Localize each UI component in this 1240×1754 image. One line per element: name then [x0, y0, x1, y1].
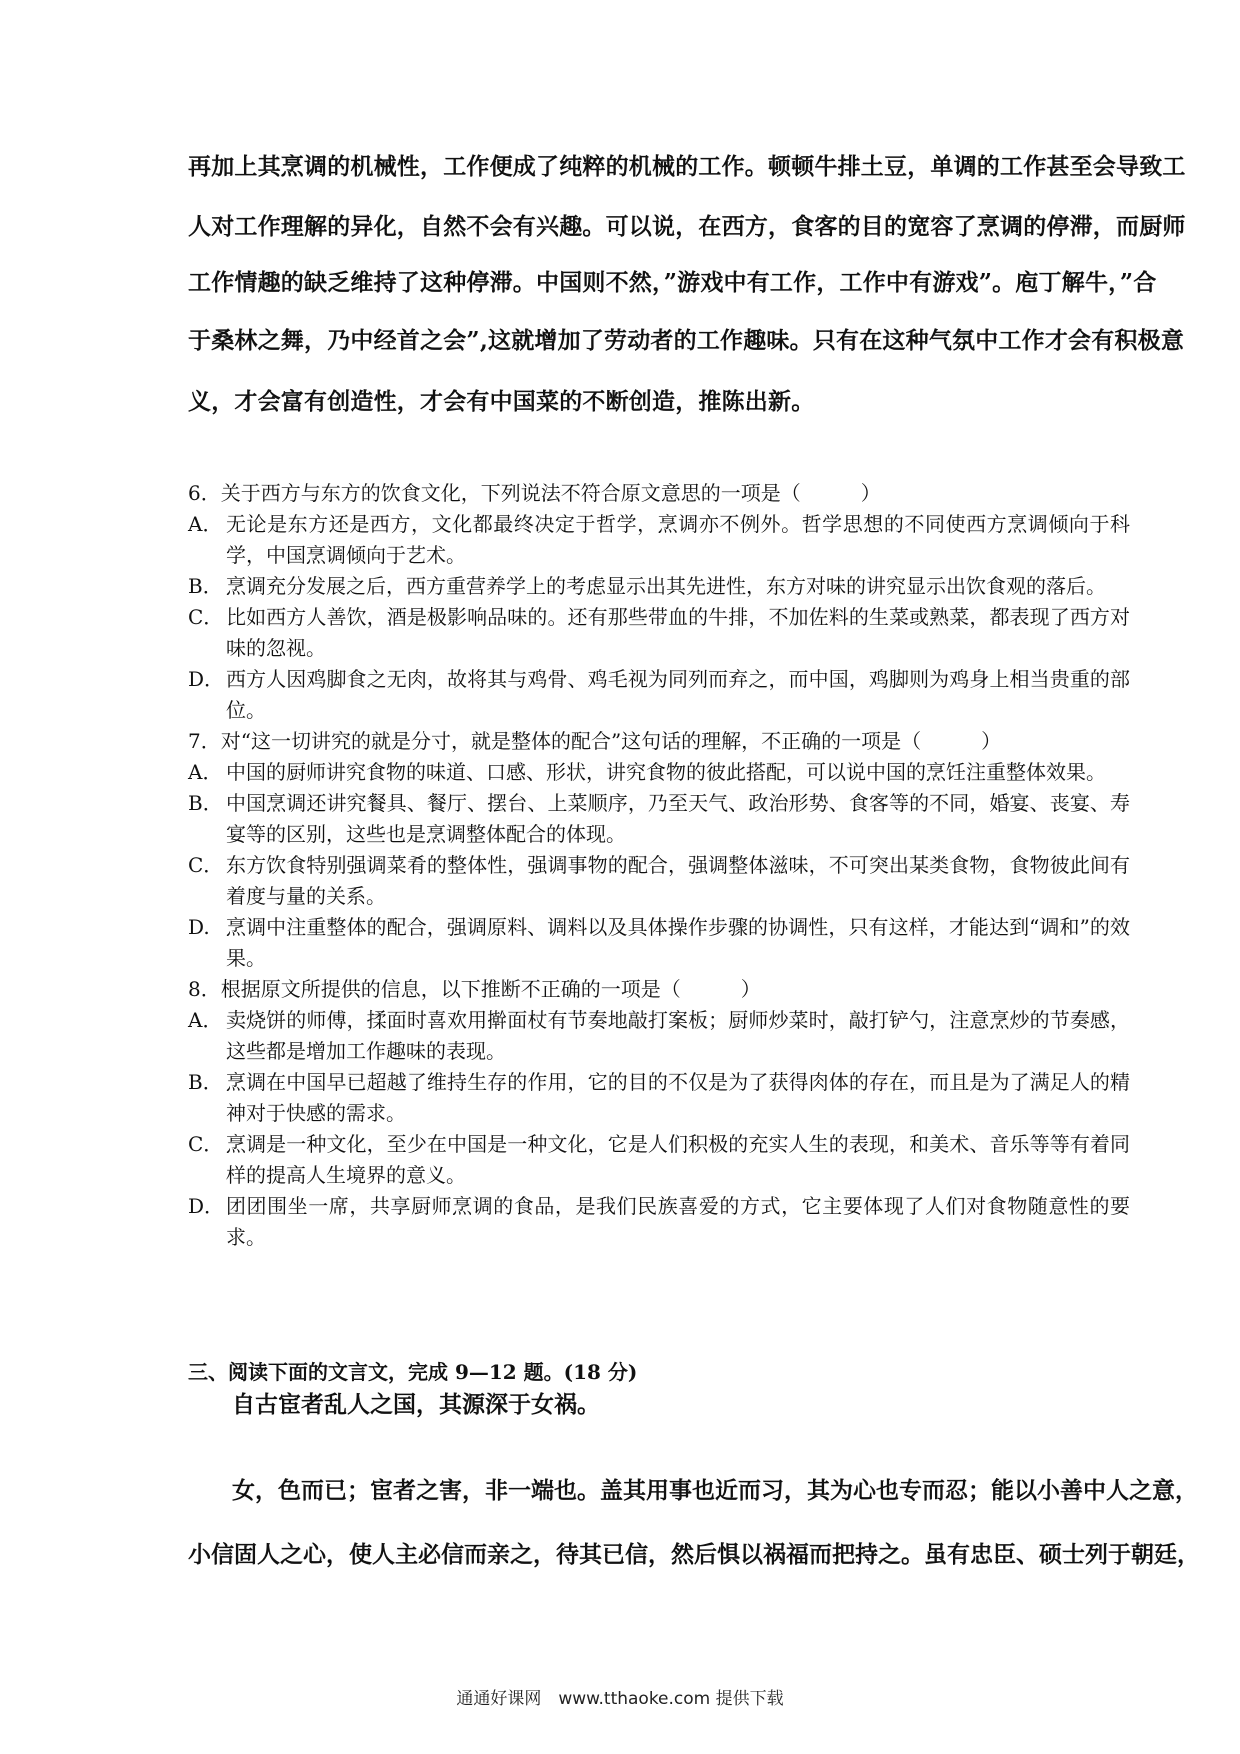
classical-line: 女，色而已；宦者之害，非一端也。盖其用事也近而习，其为心也专而忍；能以小善中人之意， — [232, 1477, 1198, 1504]
option-letter: C． — [188, 1132, 224, 1156]
option-c — [188, 1129, 1130, 1191]
question-stem: 6．关于西方与东方的饮食文化，下列说法不符合原文意思的一项是（ ） — [188, 481, 881, 505]
option-letter: A． — [188, 1008, 223, 1032]
option-letter: D. — [188, 915, 210, 939]
question-stem: 7．对“这一切讲究的就是分寸，就是整体的配合”这句话的理解，不正确的一项是（ ） — [188, 729, 1002, 753]
option-text: 无论是东方还是西方，文化都最终决定于哲学，烹调亦不例外。哲学思想的不同使西方烹调倾向于科学，中国烹调倾向于艺术。 — [226, 512, 1130, 567]
option-b — [188, 788, 1130, 850]
section-heading: 三、阅读下面的文言文，完成 9—12 题。(18 分) — [188, 1360, 638, 1384]
option-letter: B． — [188, 791, 223, 815]
option-text: 中国的厨师讲究食物的味道、口感、形状，讲究食物的彼此搭配，可以说中国的烹饪注重整体效果。 — [226, 760, 1106, 784]
option-a — [188, 757, 1130, 788]
option-text: 烹调是一种文化，至少在中国是一种文化，它是人们积极的充实人生的表现，和美术、音乐等等有着同样的提高人生境界的意义。 — [226, 1132, 1130, 1187]
question-8 — [188, 974, 1130, 1253]
option-letter: C． — [188, 853, 224, 877]
option-d — [188, 912, 1130, 974]
option-b — [188, 1067, 1130, 1129]
option-text: 烹调充分发展之后，西方重营养学上的考虑显示出其先进性，东方对味的讲究显示出饮食观的落后。 — [226, 574, 1106, 598]
option-text: 西方人因鸡脚食之无肉，故将其与鸡骨、鸡毛视为同列而弃之，而中国，鸡脚则为鸡身上相当贵重的部位。 — [226, 667, 1130, 722]
question-6 — [188, 478, 1130, 726]
question-list — [188, 478, 1130, 1253]
option-b — [188, 571, 1130, 602]
option-c — [188, 850, 1130, 912]
option-letter: C． — [188, 605, 224, 629]
option-text: 烹调中注重整体的配合，强调原料、调料以及具体操作步骤的协调性，只有这样，才能达到“调和”的效果。 — [226, 915, 1130, 970]
option-a — [188, 1005, 1130, 1067]
passage-line: 义，才会富有创造性，才会有中国菜的不断创造，推陈出新。 — [188, 388, 815, 415]
option-letter: D． — [188, 667, 225, 691]
option-text: 卖烧饼的师傅，揉面时喜欢用擀面杖有节奏地敲打案板；厨师炒菜时，敲打铲勺，注意烹炒的节奏感，这些都是增加工作趣味的表现。 — [226, 1008, 1130, 1063]
option-text: 比如西方人善饮，酒是极影响品味的。还有那些带血的牛排，不加佐料的生菜或熟菜，都表现了西方对味的忽视。 — [226, 605, 1130, 660]
option-text: 东方饮食特别强调菜肴的整体性，强调事物的配合，强调整体滋味，不可突出某类食物，食物彼此间有着度与量的关系。 — [226, 853, 1130, 908]
classical-first-line: 自古宦者乱人之国，其源深于女祸。 — [232, 1391, 600, 1418]
passage-line: 人对工作理解的异化，自然不会有兴趣。可以说，在西方，食客的目的宽容了烹调的停滞，而厨师 — [188, 213, 1186, 240]
option-d — [188, 664, 1130, 726]
option-d — [188, 1191, 1130, 1253]
passage-line: 再加上其烹调的机械性，工作便成了纯粹的机械的工作。顿顿牛排土豆，单调的工作甚至会导致工 — [188, 153, 1186, 180]
page-footer: 通通好课网 www.tthaoke.com 提供下载 — [456, 1689, 784, 1709]
option-letter: D． — [188, 1194, 225, 1218]
option-letter: B． — [188, 1070, 223, 1094]
passage-line: 工作情趣的缺乏维持了这种停滞。中国则不然，”游戏中有工作，工作中有游戏”。庖丁解牛，”合 — [188, 269, 1157, 296]
option-text: 烹调在中国早已超越了维持生存的作用，它的目的不仅是为了获得肉体的存在，而且是为了满足人的精神对于快感的需求。 — [226, 1070, 1130, 1125]
option-letter: B． — [188, 574, 223, 598]
option-text: 团团围坐一席，共享厨师烹调的食品，是我们民族喜爱的方式，它主要体现了人们对食物随意性的要求。 — [226, 1194, 1130, 1249]
option-c — [188, 602, 1130, 664]
passage-line: 于桑林之舞，乃中经首之会”,这就增加了劳动者的工作趣味。只有在这种气氛中工作才会有积极意 — [188, 327, 1185, 354]
classical-line: 小信固人之心，使人主必信而亲之，待其已信，然后惧以祸福而把持之。虽有忠臣、硕士列于朝廷， — [188, 1541, 1200, 1568]
option-letter: A． — [188, 760, 223, 784]
option-letter: A． — [188, 512, 223, 536]
question-stem: 8．根据原文所提供的信息，以下推断不正确的一项是（ ） — [188, 977, 761, 1001]
option-a — [188, 509, 1130, 571]
question-7 — [188, 726, 1130, 974]
option-text: 中国烹调还讲究餐具、餐厅、摆台、上菜顺序，乃至天气、政治形势、食客等的不同，婚宴、丧宴、寿宴等的区别，这些也是烹调整体配合的体现。 — [226, 791, 1130, 846]
